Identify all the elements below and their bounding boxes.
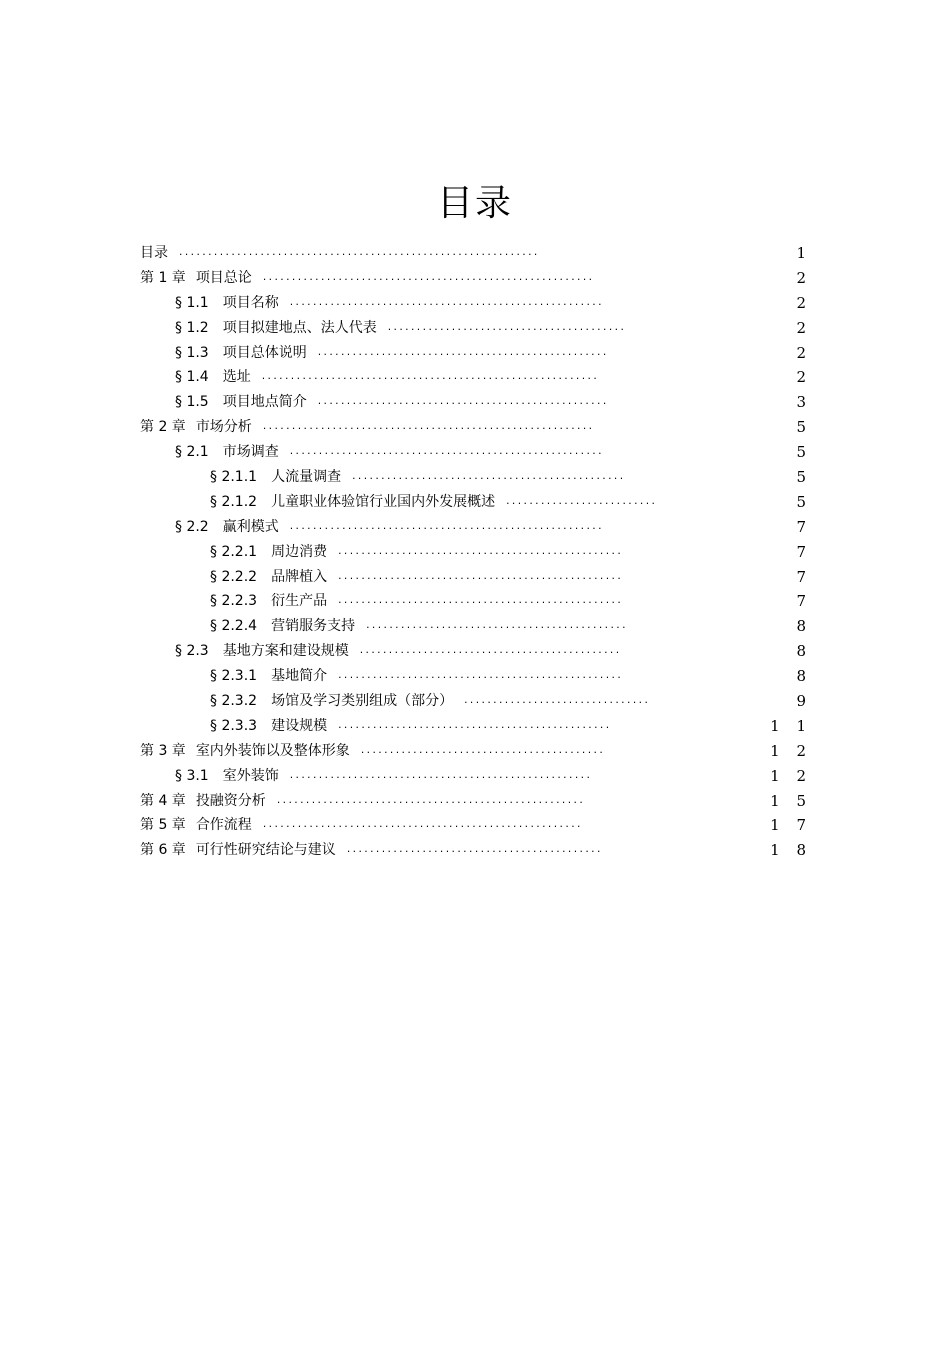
toc-entry-number: 第 3 章 xyxy=(140,742,186,759)
toc-page-number: 1 7 xyxy=(770,816,812,835)
toc-leader-dots: ...................................................... xyxy=(288,521,603,532)
toc-entry-number: § 2.2 xyxy=(175,518,209,535)
toc-leader-dots: ..................................................... xyxy=(275,795,585,806)
toc-entry[interactable] xyxy=(140,540,812,565)
toc-page-number: 7 xyxy=(796,517,812,536)
toc-leader-dots: ................................................. xyxy=(337,546,623,557)
page-title: 目录 xyxy=(436,183,513,224)
toc-entry[interactable] xyxy=(140,565,812,590)
toc-entry-number: 第 2 章 xyxy=(140,419,186,436)
toc-entry[interactable] xyxy=(140,291,812,316)
toc-leader-dots: ............................................. xyxy=(365,621,627,632)
toc-page-number: 1 2 xyxy=(770,741,812,760)
toc-entry-number: 第 6 章 xyxy=(140,842,186,859)
toc-page-number: 7 xyxy=(796,567,812,586)
toc-entry-number: 目录 xyxy=(140,245,168,261)
toc-entry[interactable] xyxy=(140,365,812,390)
toc-entry-number: § 2.3.1 xyxy=(210,668,258,685)
toc-leader-dots: .......................... xyxy=(505,496,657,507)
toc-leader-dots: ......................................................... xyxy=(261,422,594,433)
toc-entry-label: 项目拟建地点、法人代表 xyxy=(222,319,377,336)
toc-entry-label: 赢利模式 xyxy=(222,518,279,535)
toc-leader-dots: .................................................. xyxy=(316,397,608,408)
toc-entry-label: 营销服务支持 xyxy=(271,618,356,635)
toc-entry-number: § 2.1.2 xyxy=(210,493,258,510)
table-of-contents xyxy=(140,241,812,863)
toc-page-number: 2 xyxy=(796,343,812,362)
toc-page-number: 3 xyxy=(796,393,812,412)
toc-entry-number: 第 1 章 xyxy=(140,269,186,286)
toc-page-number: 5 xyxy=(796,418,812,437)
toc-entry-number: § 2.3 xyxy=(175,643,209,660)
toc-entry-label: 市场分析 xyxy=(195,419,252,436)
toc-entry[interactable] xyxy=(140,739,812,764)
toc-leader-dots: ................................................. xyxy=(337,671,623,682)
toc-leader-dots: ......................................... xyxy=(386,322,626,333)
toc-entry-number: 第 4 章 xyxy=(140,792,186,809)
toc-page-number: 5 xyxy=(796,443,812,462)
toc-entry-number: 第 5 章 xyxy=(140,817,186,834)
toc-entry-label: 衍生产品 xyxy=(271,593,328,610)
toc-page-number: 1 2 xyxy=(770,766,812,785)
toc-entry[interactable] xyxy=(140,838,812,863)
toc-entry[interactable] xyxy=(140,813,812,838)
toc-page-number: 1 5 xyxy=(770,791,812,810)
toc-entry[interactable] xyxy=(140,714,812,739)
toc-entry[interactable] xyxy=(140,764,812,789)
toc-entry-number: § 1.5 xyxy=(175,394,209,411)
toc-entry[interactable] xyxy=(140,664,812,689)
toc-entry[interactable] xyxy=(140,689,812,714)
toc-entry-label: 室外装饰 xyxy=(222,767,279,784)
toc-leader-dots: ................................................. xyxy=(337,571,623,582)
toc-page-number: 5 xyxy=(796,468,812,487)
toc-entry-label: 品牌植入 xyxy=(271,568,328,585)
toc-entry[interactable] xyxy=(140,415,812,440)
toc-entry[interactable] xyxy=(140,515,812,540)
toc-entry-label: 周边消费 xyxy=(271,543,328,560)
toc-leader-dots: ....................................................... xyxy=(261,820,582,831)
toc-leader-dots: .......................................... xyxy=(359,745,605,756)
toc-entry-label: 室内外装饰以及整体形象 xyxy=(195,742,350,759)
toc-entry-number: § 2.2.3 xyxy=(210,593,258,610)
toc-leader-dots: ...................................................... xyxy=(288,447,603,458)
toc-entry-number: § 2.2.2 xyxy=(210,568,258,585)
toc-entry[interactable] xyxy=(140,589,812,614)
toc-entry-label: 项目名称 xyxy=(222,294,279,311)
toc-entry[interactable] xyxy=(140,465,812,490)
toc-entry[interactable] xyxy=(140,266,812,291)
toc-entry-label: 人流量调查 xyxy=(271,469,342,486)
toc-entry-label: 选址 xyxy=(222,369,251,386)
toc-entry-number: § 1.4 xyxy=(175,369,209,386)
toc-entry[interactable] xyxy=(140,241,812,266)
toc-entry-label: 项目总论 xyxy=(195,269,252,286)
toc-leader-dots: ............................................... xyxy=(337,720,611,731)
toc-page-number: 2 xyxy=(796,293,812,312)
toc-entry-label: 项目总体说明 xyxy=(222,344,307,361)
toc-page-number: 2 xyxy=(796,268,812,287)
toc-leader-dots: .................................................. xyxy=(316,347,608,358)
toc-entry-number: § 2.2.4 xyxy=(210,618,258,635)
toc-leader-dots: ......................................................... xyxy=(261,272,594,283)
toc-leader-dots: ................................................. xyxy=(337,596,623,607)
toc-leader-dots: .................................................... xyxy=(288,770,592,781)
toc-leader-dots: .......................................................... xyxy=(260,372,599,383)
toc-entry-label: 基地简介 xyxy=(271,668,328,685)
toc-entry-number: § 1.2 xyxy=(175,319,209,336)
toc-entry[interactable] xyxy=(140,639,812,664)
toc-page-number: 7 xyxy=(796,592,812,611)
toc-entry-label: 合作流程 xyxy=(195,817,252,834)
toc-entry-number: § 3.1 xyxy=(175,767,209,784)
toc-page-number: 1 xyxy=(796,244,812,262)
toc-entry-number: § 2.2.1 xyxy=(210,543,258,560)
toc-entry[interactable] xyxy=(140,316,812,341)
toc-leader-dots: ................................ xyxy=(463,696,650,707)
toc-entry-number: § 2.1.1 xyxy=(210,469,258,486)
toc-entry-label: 项目地点简介 xyxy=(222,394,307,411)
toc-entry-label: 投融资分析 xyxy=(195,792,266,809)
toc-entry-number: § 1.1 xyxy=(175,294,209,311)
toc-page-number: 7 xyxy=(796,542,812,561)
toc-page-number: 8 xyxy=(796,642,812,661)
toc-entry-number: § 1.3 xyxy=(175,344,209,361)
toc-entry[interactable] xyxy=(140,789,812,814)
toc-leader-dots: ............................................ xyxy=(345,845,602,856)
toc-entry-label: 可行性研究结论与建议 xyxy=(195,842,336,859)
toc-leader-dots: ............................................... xyxy=(351,472,625,483)
toc-entry-label: 场馆及学习类别组成（部分） xyxy=(271,693,454,710)
toc-entry[interactable] xyxy=(140,490,812,515)
toc-entry-label: 基地方案和建设规模 xyxy=(222,643,349,660)
toc-entry-label: 儿童职业体验馆行业国内外发展概述 xyxy=(271,493,496,510)
toc-page-number: 1 1 xyxy=(770,716,812,735)
toc-page-number: 5 xyxy=(796,492,812,511)
toc-entry-number: § 2.3.2 xyxy=(210,693,258,710)
toc-page-number: 8 xyxy=(796,617,812,636)
toc-entry[interactable] xyxy=(140,341,812,366)
toc-entry[interactable] xyxy=(140,614,812,639)
toc-entry[interactable] xyxy=(140,390,812,415)
toc-entry-number: § 2.3.3 xyxy=(210,717,258,734)
toc-page-number: 2 xyxy=(796,318,812,337)
toc-page-number: 2 xyxy=(796,368,812,387)
toc-page-number: 8 xyxy=(796,667,812,686)
toc-page-number: 9 xyxy=(796,692,812,711)
toc-entry-label: 建设规模 xyxy=(271,717,328,734)
toc-entry-number: § 2.1 xyxy=(175,444,209,461)
toc-leader-dots: ...................................................... xyxy=(288,297,603,308)
toc-entry-label: 市场调查 xyxy=(222,444,279,461)
toc-leader-dots: .............................................................. xyxy=(178,248,539,258)
toc-page-number: 1 8 xyxy=(770,841,812,860)
toc-entry[interactable] xyxy=(140,440,812,465)
toc-leader-dots: ............................................. xyxy=(358,646,621,657)
